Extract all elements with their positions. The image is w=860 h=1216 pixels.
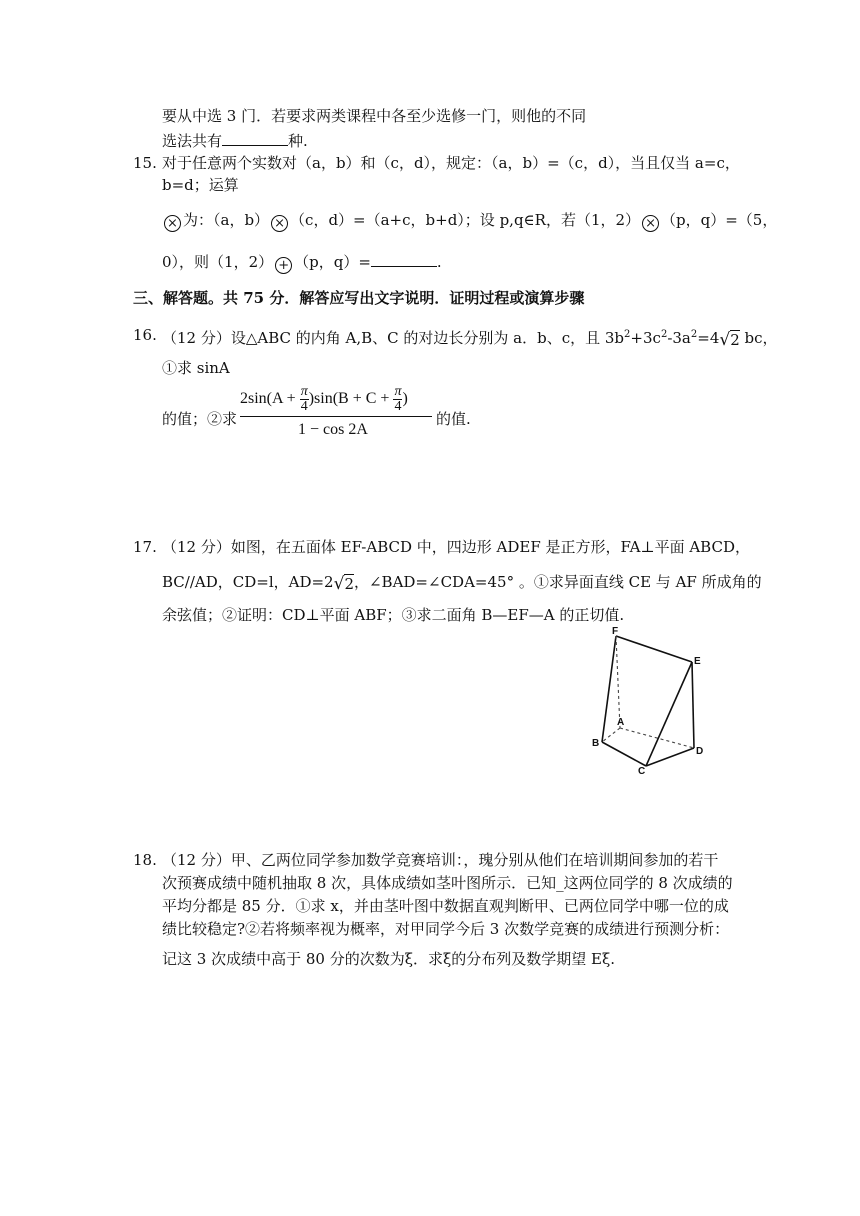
q16-text-b: +3c	[630, 329, 661, 347]
q14-line-2-text: 选法共有	[162, 132, 223, 150]
otimes-symbol: ×	[642, 215, 659, 232]
label-b: B	[592, 738, 600, 749]
q18-line-4: 绩比较稳定?②若将频率视为概率，对甲同学今后 3 次数学竞赛的成绩进行预测分析：	[162, 920, 730, 938]
edge-ec	[646, 662, 692, 766]
q15-line-3-c: （p，q）=（5，	[661, 211, 778, 229]
q16-number: 16.	[133, 326, 157, 344]
q16-line-3-a: 的值；②求	[162, 410, 238, 428]
oplus-symbol: +	[275, 257, 292, 274]
pi: π	[300, 384, 308, 399]
edge-fe	[616, 636, 692, 662]
pentahedron-figure	[588, 624, 728, 774]
q17-line-3: 余弦值；②证明：CD⊥平面 ABF；③求二面角 B—EF—A 的正切值.	[162, 606, 625, 624]
pi: π	[394, 384, 402, 399]
fraction-numerator	[240, 385, 408, 414]
q14-line-1: 要从中选 3 门．若要求两类课程中各至少选修一门，则他的不同	[162, 107, 587, 125]
q15-line-2: b=d；运算	[162, 176, 239, 194]
sqrt-symbol: √2	[719, 330, 740, 350]
pi-over-four	[300, 385, 309, 414]
edge-fa-hidden	[616, 636, 620, 728]
q15-line-3-a: 为：（a，b）	[183, 211, 270, 229]
q16-text-a: （12 分）设△ABC 的内角 A,B、C 的对边长分别为 a．b、c，且 3b	[162, 329, 625, 347]
q15-number: 15.	[133, 154, 157, 172]
edge-fb	[602, 636, 616, 742]
edge-ad-hidden	[620, 728, 694, 748]
otimes-symbol: ×	[164, 215, 181, 232]
q15-line-3	[162, 210, 777, 232]
q18-line-2: 次预赛成绩中随机抽取 8 次，具体成绩如茎叶图所示．已知_这两位同学的 8 次成绩的	[162, 874, 733, 892]
q17-text-b: ，∠BAD=∠CDA=45° 。①求异面直线 CE 与 AF 所成角的	[353, 573, 762, 591]
q18-line-1: （12 分）甲、乙两位同学参加数学竞赛培训：，瑰分别从他们在培训期间参加的若干	[162, 851, 719, 869]
numerator-part-b: )sin(B + C +	[308, 390, 394, 408]
q15-line-4-b: （p，q）=	[294, 253, 371, 271]
label-e: E	[694, 656, 701, 667]
edge-ab-hidden	[602, 728, 620, 742]
q14-line-2-suffix: 种.	[288, 132, 308, 150]
q14-line-2	[162, 131, 308, 151]
q15-line-3-b: （c，d）=（a+c，b+d）；设 p,q∈R，若（1，2）	[290, 211, 641, 229]
otimes-symbol: ×	[271, 215, 288, 232]
q16-line-2: ①求 sinA	[162, 359, 230, 377]
q16-line-3-b: 的值.	[436, 410, 471, 428]
q17-line-1: （12 分）如图，在五面体 EF-ABCD 中，四边形 ADEF 是正方形，FA⊥平面 ABCD，	[162, 538, 750, 556]
superscript: 2	[690, 329, 698, 340]
q15-line-4-a: 0），则（1，2）	[162, 253, 274, 271]
edge-ed	[692, 662, 694, 748]
q16-text-e: bc，	[739, 329, 778, 347]
label-a: A	[617, 717, 625, 728]
q17-line-2	[162, 572, 762, 594]
q16-text-d: =4	[697, 329, 720, 347]
fraction-denominator: 1 − cos 2A	[298, 421, 368, 438]
q15-line-4	[162, 252, 442, 274]
q18-number: 18.	[133, 851, 157, 869]
numerator-part-c: )	[402, 390, 408, 408]
four: 4	[300, 399, 308, 414]
superscript: 2	[660, 329, 668, 340]
label-d: D	[696, 746, 704, 757]
sqrt-symbol: √2	[333, 574, 354, 594]
numerator-part-a: 2sin(A +	[240, 390, 300, 408]
sqrt-radicand: 2	[344, 575, 354, 593]
q17-number: 17.	[133, 538, 157, 556]
q17-text-a: BC//AD，CD=l，AD=2	[162, 573, 334, 591]
q15-line-4-c: .	[436, 253, 442, 271]
answer-blank	[371, 252, 437, 267]
sqrt-radicand: 2	[730, 331, 740, 349]
label-f: F	[612, 626, 619, 637]
q18-line-3: 平均分都是 85 分．①求 x，并由茎叶图中数据直观判断甲、已两位同学中哪一位的成	[162, 897, 729, 915]
answer-blank	[222, 131, 288, 146]
q15-line-1: 对于任意两个实数对（a，b）和（c，d），规定：（a，b）=（c，d），当且仅当 a=c，	[162, 154, 740, 172]
superscript: 2	[624, 329, 631, 340]
label-c: C	[638, 766, 646, 774]
edge-bc	[602, 742, 646, 766]
fraction-bar	[240, 416, 432, 417]
four: 4	[394, 399, 402, 414]
section-title: 三、解答题。共 75 分．解答应写出文字说明．证明过程或演算步骤	[133, 289, 585, 307]
q18-line-5: 记这 3 次成绩中高于 80 分的次数为ξ．求ξ的分布列及数学期望 Eξ.	[162, 950, 615, 968]
q16-line-1	[162, 325, 778, 350]
q16-text-c: -3a	[667, 329, 691, 347]
